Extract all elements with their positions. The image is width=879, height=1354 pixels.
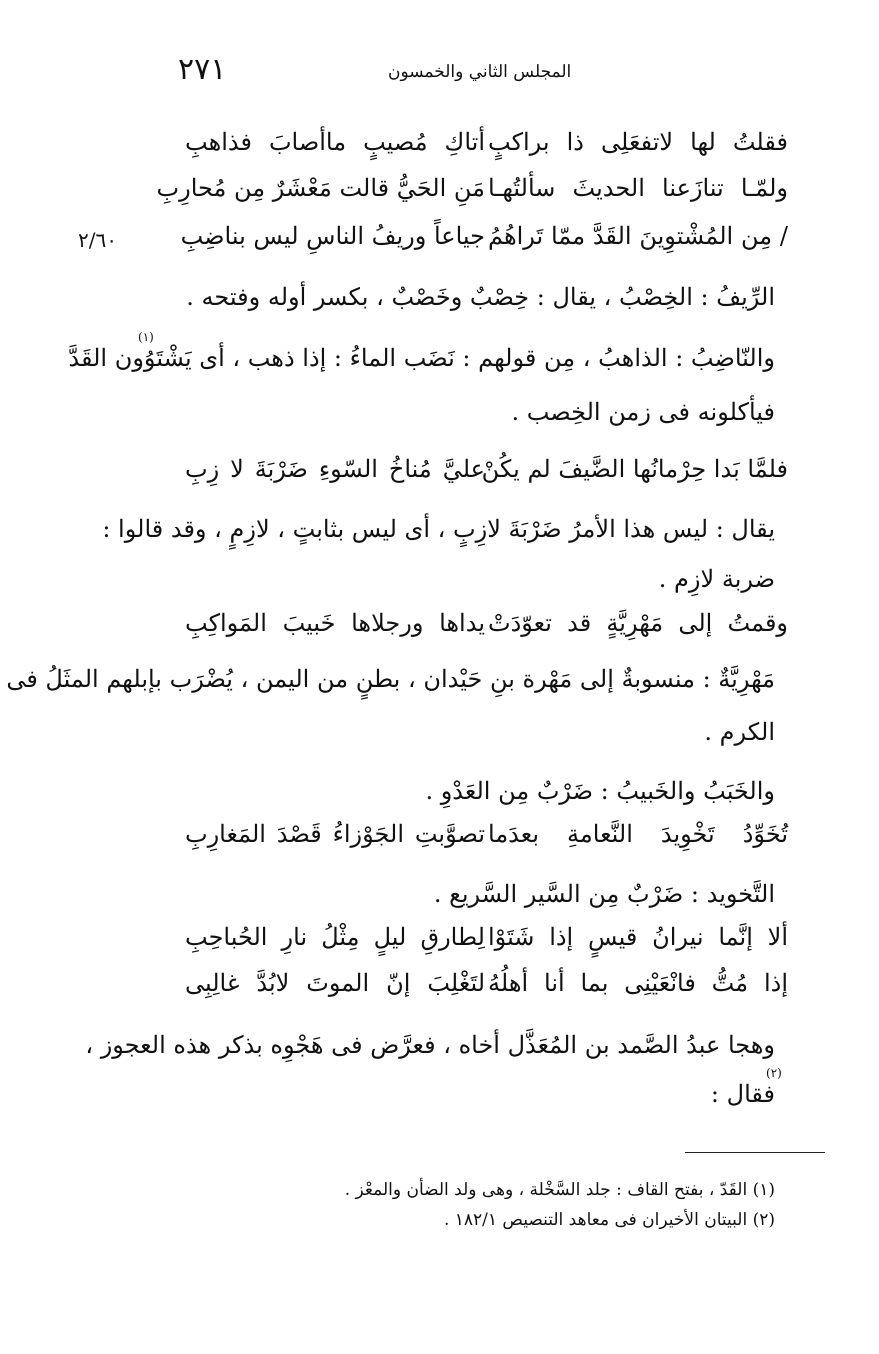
verse-5-first-hemistich: وقمتُ إلى مَهْرِيَّةٍ قد تعوّدَتْ — [488, 609, 788, 637]
page-number: ٢٧١ — [178, 52, 227, 87]
verse-7-first-hemistich: ألا إنَّما نيرانُ قيسٍ إذا شَتَوْا — [488, 923, 788, 951]
footnote-2: (٢) البيتان الأخيران فى معاهد التنصيص ١٨٢/١ . — [443, 1210, 775, 1230]
footnote-marker-1: (١) — [138, 330, 154, 344]
gloss-nadib-line-1: والنّاضِبُ : الذاهبُ ، مِن قولهم : نَضَب الماءُ : إذا ذهب ، أى يَشْتَوُون القَدَّ — [68, 344, 775, 372]
verse-1-second-hemistich: أتاكِ مُصيبٍ ماأصابَ فذاهبِ — [185, 128, 485, 156]
footnote-1: (١) القَدّ ، بفتح القاف : جلد السَّخْلة ، وهى ولد الضأن والمعْز . — [344, 1180, 775, 1200]
verse-3-first-hemistich: / مِن المُشْتوِينَ القَدَّ ممّا تَراهُمُ — [488, 222, 788, 250]
verse-2-second-hemistich: مَنِ الحَيُّ قالت مَعْشَرٌ مِن مُحارِبِ — [156, 174, 485, 202]
verse-4-first-hemistich: فلمَّا بَدا حِرْمانُها الضَّيفَ لم يكُنْ — [481, 455, 788, 483]
verse-5-second-hemistich: يداها ورجلاها خَبيبَ المَواكِبِ — [185, 609, 485, 637]
gloss-lazib-line-2: ضربة لازِم . — [658, 565, 775, 593]
margin-reference: ٢/٦٠ — [78, 228, 117, 252]
intro-line-1: وهجا عبدُ الصَّمد بن المُعَذَّل أخاه ، فعرَّض فى هَجْوِه بذكر هذه العجوز ، — [85, 1031, 775, 1059]
verse-1-first-hemistich: فقلتُ لها لاتفعَلِى ذا براكبٍ — [488, 128, 788, 156]
gloss-lazib-line-1: يقال : ليس هذا الأمرُ ضَرْبَةَ لازِبٍ ، أى ليس بثابتٍ ، لازِمٍ ، وقد قالوا : — [102, 515, 775, 543]
gloss-rif: الرِّيفُ : الخِصْبُ ، يقال : خِصْبٌ وخَصْبٌ ، بكسر أوله وفتحه . — [186, 283, 775, 311]
running-title: المجلس الثاني والخمسون — [388, 62, 572, 82]
verse-3-second-hemistich: جياعاً وريفُ الناسِ ليس بناضِبِ — [180, 222, 485, 250]
verse-6-second-hemistich: تصوَّبتِ الجَوْزاءُ قَصْدَ المَغارِبِ — [185, 820, 485, 848]
verse-4-second-hemistich: عليَّ مُناخُ السّوءِ ضَرْبَةَ لا زِبِ — [185, 455, 485, 483]
gloss-takhwid: التَّخويد : ضَرْبٌ مِن السَّير السَّريع . — [433, 880, 775, 908]
gloss-nadib-line-2: فيأكلونه فى زمن الخِصب . — [511, 398, 775, 426]
gloss-mahriyya-line-2: الكرم . — [704, 718, 775, 746]
intro-line-2: فقال : — [710, 1080, 775, 1108]
gloss-khabab: والخَبَبُ والخَبيبُ : ضَرْبٌ مِن العَدْوِ . — [425, 777, 775, 805]
gloss-mahriyya-line-1: مَهْرِيَّةٌ : منسوبةٌ إلى مَهْرة بنِ حَيْدان ، بطنٍ من اليمن ، يُضْرَب بإبلهم المثَلُ فى — [6, 665, 775, 693]
footnote-marker-2: (٢) — [766, 1066, 782, 1080]
verse-7-second-hemistich: لِطارقِ ليلٍ مِثْلُ نارِ الحُباحِبِ — [185, 923, 485, 951]
footnote-separator — [685, 1152, 825, 1153]
verse-8-second-hemistich: لتَغْلِبَ إنّ الموتَ لابُدَّ غالِبِى — [185, 969, 485, 997]
verse-6-first-hemistich: تُخَوِّدُ تَخْوِيدَ النَّعامةِ بعدَما — [488, 820, 788, 848]
verse-2-first-hemistich: ولمّـا تنازَعنا الحديثَ سألتُهـا — [488, 174, 788, 202]
verse-8-first-hemistich: إذا مُتُّ فانْعَيْنِى بما أنا أهلُهُ — [488, 969, 788, 997]
